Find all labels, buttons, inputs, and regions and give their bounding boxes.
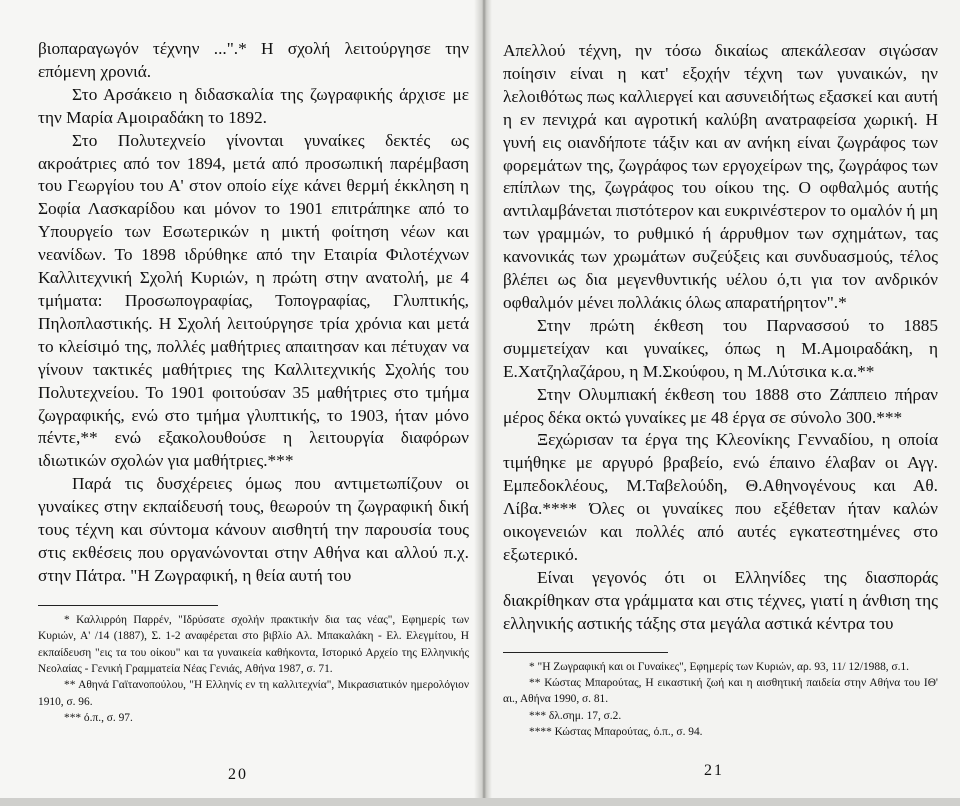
paragraph: Στο Αρσάκειο η διδασκαλία της ζωγραφικής άρχισε με την Μαρία Αμοιραδάκη το 1892. bbox=[38, 84, 469, 127]
footnote-rule bbox=[503, 652, 668, 653]
page-edge bbox=[0, 798, 960, 806]
right-body bbox=[503, 40, 938, 636]
paragraph: Παρά τις δυσχέρειες όμως που αντιμετωπίζουν οι γυναίκες στην εκπαίδευσή τους, θεωρούν τη ζωγραφική δική τους τέχνη και σύντομα κάνουν αισθητή την παρουσία τους στις εκθέσεις που οργανώνονται στην Αθήνα και αλλού π.χ. στην Πάτρα. "Η Ζωγραφική, η θεία αυτή του bbox=[38, 474, 469, 585]
footnote: **** Κώστας Μπαρούτας, ό.π., σ. 94. bbox=[529, 726, 703, 739]
footnote: ** Κώστας Μπαρούτας, Η εικαστική ζωή και η αισθητική παιδεία στην Αθήνα του ΙΘ' αι., Αθήνα 1990, σ. 81. bbox=[503, 676, 938, 706]
paragraph: Είναι γεγονός ότι οι Ελληνίδες της διασποράς διακρίθηκαν στα γράμματα και στις τέχνες, γιατί η άνθιση της ελληνικής αστικής τάξης στα μεγάλα αστικά κέντρα του bbox=[503, 567, 938, 633]
left-body bbox=[38, 38, 469, 588]
paragraph: Στο Πολυτεχνείο γίνονται γυναίκες δεκτές ως ακροάτριες από τον 1894, μετά από προσωπική παρέμβαση του Γεωργίου του Α' στον οποίο είχε κάνει θερμή έκκληση η Σοφία Λασκαρίδου και μόνον το 1901 επιτράπηκε από το Υπουργείο των Εσωτερικών η μικτή φοίτηση νέων και νεανίδων. Το 1898 ιδρύθηκε από την Εταιρία Φιλοτέχνων Καλλιτεχνική Σχολή Κυριών, η πρώτη στην ανατολή, με 4 τμήματα: Προσωπογραφίας, Τοπογραφίας, Γλυπτικής, Πηλοπλαστικής. Η Σχολή λειτούργησε τρία χρόνια και μετά το κλείσιμό της, πολλές μαθήτριες απαιτησαν και πέτυχαν να γίνουν τακτικές μαθήτριες της Καλλιτεχνικής Σχολής του Πολυτεχνείου. Το 1901 φοιτούσαν 35 μαθήτριες στο τμήμα ζωγραφικής, ενώ στο τμήμα γλυπτικής, το 1903, ήταν μόνο πέντε,** ενώ εξακολουθούσε η λειτουργία διαφόρων ιδιωτικών σχολών για μαθήτριες.*** bbox=[38, 130, 469, 471]
book-gutter bbox=[474, 0, 492, 806]
page-number: 21 bbox=[704, 762, 724, 779]
footnote-rule bbox=[38, 605, 218, 606]
left-footnotes bbox=[38, 612, 469, 727]
paragraph: Απελλού τέχνη, ην τόσω δικαίως απεκάλεσαν σιγώσαν ποίησιν είναι η κατ' εξοχήν τέχνη των γυναικών, ην λελοιθότως πως καλλιεργεί και ασυνειδήτως εξασκεί και αυτή η εν πενιχρά και αγροτική καλύβη ανατραφείσα χωρική. Η γυνή εις οιανδήποτε τάξιν και αν ανήκη είναι ζωγράφος των φορεμάτων της, ζωγράφος των εργοχείρων της, ζωγράφος των επίπλων της, ζωγράφος του οίκου της. Ο οφθαλμός αυτής αντιλαμβάνεται πιστότερον και ευκρινέστερον το ομαλόν ή μη των γραμμών, το ρυθμικό ή άρρυθμον των σχημάτων, τας κανονικάς των χρωμάτων συζεύξεις και συνδυασμούς, τέλος βλέπει ως δια μεγενθυντικής υέλου ό,τι για τον ανδρικόν οφθαλμόν μένει πολλάκις όλως απαρατήρητον".* bbox=[503, 41, 938, 312]
paragraph: Στην Ολυμπιακή έκθεση του 1888 στο Ζάππειο πήραν μέρος δέκα οκτώ γυναίκες με 48 έργα σε σύνολο 300.*** bbox=[503, 384, 938, 427]
footnote: * Καλλιρρόη Παρρέν, "Ιδρύσατε σχολήν πρακτικήν δια τας νέας", Εφημερίς των Κυριών, Α' /14 (1887), Σ. 1-2 αναφέρεται στο βιβλίο Αλ. Μπακαλάκη - Ελ. Ελεγμίτου, Η εκπαίδευση "εις τα του οίκου" και τα γυναικεία καθήκοντα, Ιστορικό Αρχείο της Ελληνικής Νεολαίας - Γενική Γραμματεία Νέας Γενιάς, Αθήνα 1987, σ. 71. bbox=[38, 613, 469, 675]
paragraph: Στην πρώτη έκθεση του Παρνασσού το 1885 συμμετείχαν και γυναίκες, όπως η Μ.Αμοιραδάκη, η Ε.Χατζηλαζάρου, η Μ.Σκούφου, η Μ.Λύτσικα κ.α.** bbox=[503, 315, 938, 381]
footnote: * "Η Ζωγραφική και οι Γυναίκες", Εφημερίς των Κυριών, αρ. 93, 11/ 12/1988, σ.1. bbox=[529, 660, 909, 673]
page-number: 20 bbox=[228, 766, 248, 783]
footnote: *** δλ.σημ. 17, σ.2. bbox=[529, 709, 622, 722]
paragraph: Ξεχώρισαν τα έργα της Κλεονίκης Γενναδίου, η οποία τιμήθηκε με αργυρό βραβείο, ενώ έπαινο έλαβαν οι Αγγ. Εμπεδοκλέους, Μ.Ταβελούδη, Θ.Αθηνογένους και Αθ. Λίβα.**** Όλες οι γυναίκες που εξέθεταν ήταν καλών οικογενειών και πολλές από αυτές εγκατεστημένες στο εξωτερικό. bbox=[503, 430, 938, 564]
right-footnotes bbox=[503, 659, 938, 741]
right-page bbox=[483, 0, 960, 806]
paragraph: βιοπαραγωγόν τέχνην ...".* Η σχολή λειτούργησε την επόμενη χρονιά. bbox=[38, 39, 469, 81]
footnote: *** ό.π., σ. 97. bbox=[64, 712, 133, 725]
footnote: ** Αθηνά Γαϊτανοπούλου, "Η Ελληνίς εν τη καλλιτεχνία", Μικρασιατικόν ημερολόγιον 1910, σ. 96. bbox=[38, 679, 469, 708]
